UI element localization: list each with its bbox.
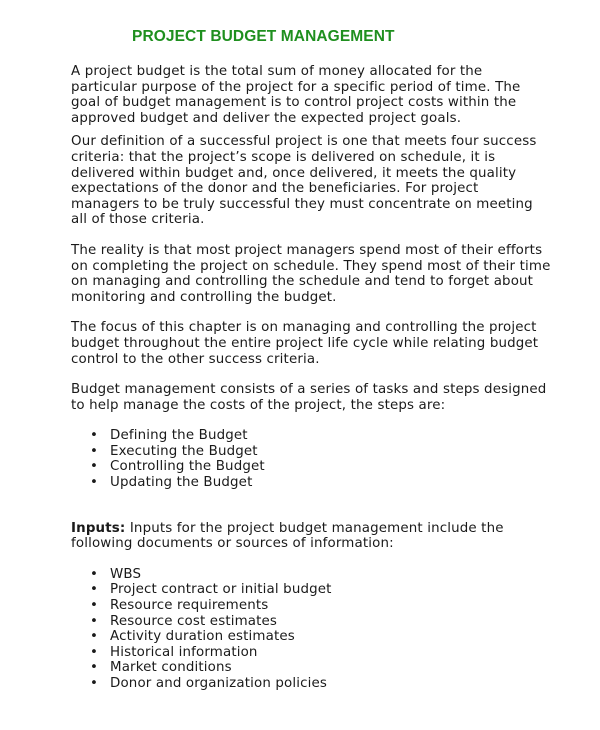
bullet-icon: • — [90, 566, 99, 582]
bullet-icon: • — [90, 660, 99, 676]
list-item-text: Executing the Budget — [110, 443, 258, 459]
budget-steps-list — [71, 428, 551, 490]
paragraph-budget-definition: A project budget is the total sum of money allocated for the particular purpose of the project for a specific period of time. The goal of budget management is to control project costs within the approved budget and deliver the expected project goals. — [71, 64, 521, 126]
document-page — [71, 26, 551, 692]
list-item — [71, 598, 551, 614]
list-item-text: Donor and organization policies — [110, 676, 327, 691]
list-item-text: Controlling the Budget — [110, 459, 265, 475]
bullet-icon: • — [90, 613, 99, 629]
list-item — [71, 444, 551, 460]
list-item — [71, 614, 551, 630]
list-item-text: Activity duration estimates — [110, 629, 295, 645]
bullet-icon: • — [90, 428, 99, 444]
list-item-text: Historical information — [110, 644, 258, 660]
list-item — [71, 629, 551, 645]
inputs-text: Inputs for the project budget management include the following documents or sources of information: — [71, 520, 504, 552]
list-item-text: Defining the Budget — [110, 428, 248, 444]
bullet-icon: • — [90, 644, 99, 660]
bullet-icon: • — [90, 459, 99, 475]
bullet-icon: • — [90, 443, 99, 459]
list-item — [71, 582, 551, 598]
list-item-text: Market conditions — [110, 660, 232, 676]
paragraph-budget-steps-intro: Budget management consists of a series of tasks and steps designed to help manage the costs of the project, the steps are: — [71, 382, 547, 413]
bullet-icon: • — [90, 629, 99, 645]
paragraph-reality: The reality is that most project managers spend most of their efforts on completing the project on schedule. They spend most of their time on managing and controlling the schedule and tend to forget about monitoring and controlling the budget. — [71, 242, 551, 305]
inputs-label: Inputs: — [71, 520, 126, 536]
list-item — [71, 428, 551, 444]
input-sources-list — [71, 567, 551, 692]
paragraph-success-criteria: Our definition of a successful project is one that meets four success criteria: that the project’s scope is delivered on schedule, it is delivered within budget and, once delivered, it meets the quality expectations of the donor and the beneficiaries. For project managers to be truly successful they must concentrate on meeting all of those criteria. — [71, 134, 537, 228]
list-item — [71, 660, 551, 676]
bullet-icon: • — [90, 676, 99, 691]
paragraph-chapter-focus: The focus of this chapter is on managing and controlling the project budget throughout the entire project life cycle while relating budget control to the other success criteria. — [71, 320, 539, 367]
list-item — [71, 676, 551, 692]
bullet-icon: • — [90, 598, 99, 614]
list-item-text: Project contract or initial budget — [110, 582, 332, 598]
list-item — [71, 475, 551, 491]
list-item-text: WBS — [110, 566, 142, 582]
list-item — [71, 459, 551, 475]
list-item-text: Resource requirements — [110, 598, 269, 614]
list-item-text: Resource cost estimates — [110, 613, 278, 629]
document-title: PROJECT BUDGET MANAGEMENT — [132, 28, 395, 45]
list-item-text: Updating the Budget — [110, 475, 253, 491]
paragraph-inputs — [71, 521, 551, 552]
list-item — [71, 645, 551, 661]
bullet-icon: • — [90, 475, 99, 491]
bullet-icon: • — [90, 582, 99, 598]
list-item — [71, 567, 551, 583]
